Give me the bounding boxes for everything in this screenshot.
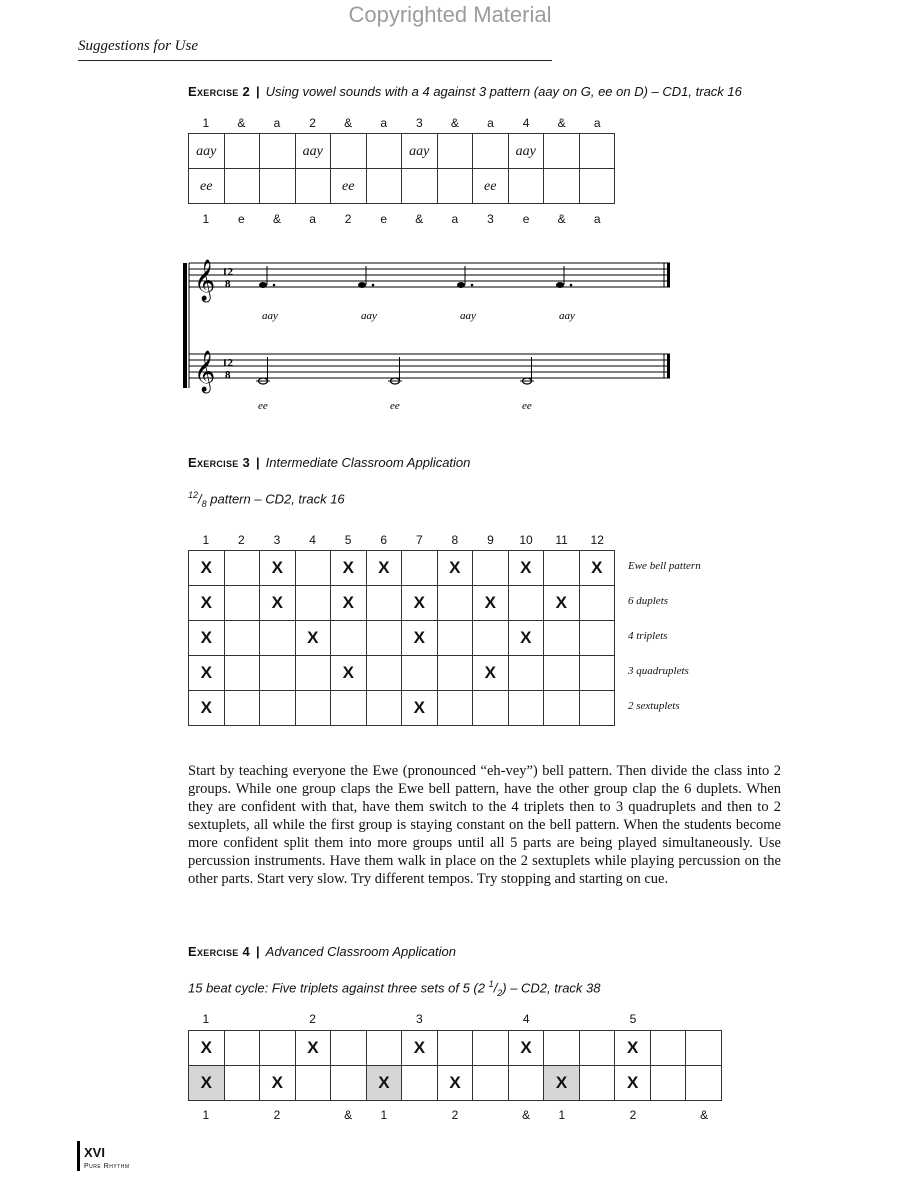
grid-cell [437, 691, 473, 726]
x-mark: X [200, 593, 212, 612]
grid-cell [331, 1066, 367, 1101]
count-label: 3 [273, 533, 281, 547]
exercise-3-grid [188, 550, 615, 726]
x-mark: X [520, 558, 532, 577]
grid-cell [366, 134, 402, 169]
exercise-4-caption: 15 beat cycle: Five triplets against three sets of 5 (2 $^1/_2) - CD2$, track 38 [188, 979, 601, 998]
count-label: e [238, 212, 245, 226]
syllable: aay [196, 144, 217, 159]
exercise-3-label: Exercise 3 [188, 455, 251, 470]
x-mark: X [413, 698, 425, 717]
count-label: & [344, 116, 353, 130]
count-label: 1 [202, 212, 210, 226]
x-mark: X [307, 628, 319, 647]
exercise-4-subtitle: Advanced Classroom Application [265, 944, 456, 959]
grid-cell [437, 1066, 473, 1101]
grid-cell [579, 1031, 615, 1066]
count-label: 9 [487, 533, 494, 547]
grid-cell [402, 169, 438, 204]
grid-cell [508, 691, 544, 726]
grid-cell [473, 1031, 509, 1066]
grid-cell [224, 134, 260, 169]
row-label: 6 duplets [628, 595, 669, 607]
grid-cell [366, 1066, 402, 1101]
grid-cell [366, 586, 402, 621]
x-mark: X [555, 1073, 568, 1092]
count-label: 2 [451, 1108, 459, 1122]
grid-cell [437, 134, 473, 169]
lyric-ee: ee [258, 400, 268, 412]
grid-cell [189, 1031, 225, 1066]
x-mark: X [200, 628, 212, 647]
x-mark: X [626, 1073, 639, 1092]
grid-cell [295, 169, 331, 204]
grid-cell [508, 134, 544, 169]
exercise-3-subtitle: Intermediate Classroom Application [265, 455, 471, 470]
count-label: 2 [309, 116, 316, 130]
meter-denominator: 8 [201, 498, 207, 509]
grid-cell [579, 691, 615, 726]
exercise-4-label: Exercise 4 [188, 944, 251, 959]
x-mark: X [626, 1038, 639, 1057]
grid-cell [260, 656, 296, 691]
grid-cell [260, 1066, 296, 1101]
count-label: 3 [415, 116, 423, 130]
grid-cell [437, 656, 473, 691]
grid-cell [260, 691, 296, 726]
syllable: ee [484, 179, 497, 194]
grid-cell [402, 1031, 438, 1066]
grid-cell [402, 551, 438, 586]
count-label: a [273, 116, 281, 130]
grid-row [189, 691, 615, 726]
time-signature-bottom: 8 [225, 278, 231, 290]
x-mark: X [378, 558, 390, 577]
x-mark: X [342, 558, 354, 577]
syllable: aay [515, 144, 536, 159]
grid-cell [579, 656, 615, 691]
count-label: 1 [202, 116, 210, 130]
grid-cell [615, 1031, 651, 1066]
grid-row [189, 1031, 722, 1066]
exercise-2-staff [180, 255, 680, 420]
grid-cell [686, 1031, 722, 1066]
grid-cell [579, 551, 615, 586]
grid-cell [260, 1031, 296, 1066]
meter-numerator: 12 [188, 490, 199, 500]
grid-cell [295, 621, 331, 656]
grid-cell [224, 586, 260, 621]
staff-2 [189, 350, 670, 412]
count-label: a [487, 116, 494, 130]
header-rule [78, 60, 552, 61]
exercise-4-heading [188, 944, 456, 959]
grid-cell [579, 134, 615, 169]
lyric-aay: aay [460, 310, 476, 322]
grid-cell [508, 551, 544, 586]
grid-cell [224, 169, 260, 204]
grid-cell [544, 1066, 580, 1101]
grid-cell [224, 1031, 260, 1066]
grid-row [189, 1066, 722, 1101]
grid-cell [508, 621, 544, 656]
system-bracket [183, 263, 187, 388]
exercise-2-subtitle: Using vowel sounds with a 4 against 3 pattern (aay on G, ee on D) – CD1, track 16 [265, 84, 742, 99]
count-label: 1 [380, 1108, 388, 1122]
exercise-4-grid [188, 1030, 722, 1101]
grid-cell [366, 621, 402, 656]
grid-cell [189, 169, 225, 204]
count-label: a [380, 116, 388, 130]
count-label: a [593, 212, 601, 226]
grid-cell [473, 1066, 509, 1101]
grid-cell [544, 1031, 580, 1066]
heading-separator: | [256, 455, 260, 470]
x-mark: X [271, 558, 283, 577]
grid-cell [331, 656, 367, 691]
row-label: Ewe bell pattern [628, 560, 701, 572]
grid-cell [437, 1031, 473, 1066]
grid-cell [508, 169, 544, 204]
grid-cell [473, 586, 509, 621]
grid-cell [224, 691, 260, 726]
grid-cell [260, 134, 296, 169]
count-label: e [380, 212, 388, 226]
count-label: 1 [202, 1012, 210, 1026]
grid-row [189, 134, 615, 169]
footer-bar [77, 1141, 80, 1171]
grid-cell [331, 691, 367, 726]
grid-cell [508, 1031, 544, 1066]
grid-cell [650, 1066, 686, 1101]
count-label: 10 [519, 533, 533, 547]
grid-cell [544, 134, 580, 169]
x-mark: X [591, 558, 603, 577]
grid-cell [437, 621, 473, 656]
grid-cell [402, 1066, 438, 1101]
grid-cell [686, 1066, 722, 1101]
count-label: 2 [273, 1108, 281, 1122]
x-mark: X [200, 1038, 212, 1057]
grid-cell [189, 134, 225, 169]
grid-cell [473, 656, 509, 691]
grid-cell [402, 134, 438, 169]
lyric-ee: ee [522, 400, 532, 412]
count-label: 12 [590, 533, 604, 547]
grid-cell [366, 656, 402, 691]
exercise-2-grid [188, 133, 615, 204]
x-mark: X [413, 628, 425, 647]
grid-cell [402, 656, 438, 691]
grid-cell [295, 691, 331, 726]
x-mark: X [342, 593, 354, 612]
grid-cell [295, 1066, 331, 1101]
fraction-numerator: 1 [488, 979, 494, 989]
x-mark: X [342, 663, 354, 682]
count-label: & [415, 212, 424, 226]
grid-cell [331, 134, 367, 169]
x-mark: X [520, 628, 532, 647]
x-mark: X [555, 593, 567, 612]
count-label: 8 [451, 533, 459, 547]
x-mark: X [484, 593, 496, 612]
syllable: aay [302, 144, 323, 159]
count-label: 4 [309, 533, 316, 547]
count-label: 1 [202, 533, 210, 547]
count-label: & [344, 1108, 353, 1122]
grid-cell [544, 551, 580, 586]
time-signature-bottom: 8 [225, 369, 231, 381]
lyric-ee: ee [390, 400, 400, 412]
final-barline-thick [667, 263, 670, 287]
time-signature-top: 12 [222, 266, 233, 278]
grid-cell [260, 551, 296, 586]
x-mark: X [520, 1038, 532, 1057]
grid-cell [224, 621, 260, 656]
grid-cell [473, 169, 509, 204]
grid-cell [650, 1031, 686, 1066]
grid-cell [224, 551, 260, 586]
x-mark: X [413, 1038, 426, 1057]
count-label: a [309, 212, 316, 226]
syllable: ee [200, 179, 213, 194]
x-mark: X [449, 1073, 461, 1092]
grid-row [189, 169, 615, 204]
count-label: a [451, 212, 459, 226]
running-header: Suggestions for Use [78, 38, 198, 54]
grid-cell [295, 1031, 331, 1066]
grid-cell [295, 586, 331, 621]
count-label: 3 [487, 212, 494, 226]
grid-cell [189, 691, 225, 726]
grid-cell [402, 621, 438, 656]
grid-cell [331, 621, 367, 656]
grid-cell [295, 134, 331, 169]
caption-text: pattern – CD2, track 16 [206, 491, 345, 507]
count-label: 5 [344, 533, 352, 547]
x-mark: X [200, 698, 212, 717]
copyright-watermark: Copyrighted Material [348, 2, 552, 27]
grid-cell [260, 169, 296, 204]
count-label: 3 [416, 1012, 423, 1026]
grid-cell [189, 1066, 225, 1101]
fraction-denominator: 2 [497, 987, 503, 998]
lyric-aay: aay [361, 310, 377, 322]
book-title: Pure Rhythm [84, 1163, 130, 1170]
lyric-aay: aay [559, 310, 575, 322]
grid-cell [224, 1066, 260, 1101]
treble-clef-icon: 𝄞 [194, 351, 216, 392]
grid-cell [544, 586, 580, 621]
count-label: 6 [380, 533, 388, 547]
grid-cell [437, 586, 473, 621]
x-mark: X [307, 1038, 319, 1057]
treble-clef-icon: 𝄞 [194, 260, 216, 301]
grid-row [189, 656, 615, 691]
half-note-ee [256, 357, 270, 384]
count-label: & [237, 116, 246, 130]
count-label: 4 [522, 1012, 530, 1026]
grid-cell [366, 551, 402, 586]
syllable: aay [409, 144, 430, 159]
grid-cell [260, 621, 296, 656]
caption-text: 15 beat cycle: Five triplets against three sets of 5 (2 [188, 980, 489, 996]
count-label: & [700, 1108, 709, 1122]
count-label: e [522, 212, 530, 226]
grid-cell [437, 551, 473, 586]
grid-cell [508, 1066, 544, 1101]
syllable: ee [342, 179, 355, 194]
grid-cell [544, 169, 580, 204]
grid-cell [544, 691, 580, 726]
half-note-ee [520, 357, 534, 384]
grid-cell [189, 656, 225, 691]
grid-cell [331, 1031, 367, 1066]
count-label: 11 [555, 533, 568, 547]
heading-separator: | [256, 944, 260, 959]
grid-cell [508, 656, 544, 691]
grid-cell [224, 656, 260, 691]
grid-cell [331, 169, 367, 204]
x-mark: X [200, 1073, 212, 1092]
count-label: 5 [629, 1012, 637, 1026]
exercise-2-label: Exercise 2 [188, 84, 251, 99]
grid-cell [366, 691, 402, 726]
grid-cell [189, 621, 225, 656]
x-mark: X [200, 558, 212, 577]
count-label: 1 [558, 1108, 566, 1122]
grid-cell [615, 1066, 651, 1101]
grid-row [189, 586, 615, 621]
grid-cell [331, 551, 367, 586]
half-note-ee [388, 357, 402, 384]
grid-cell [295, 656, 331, 691]
grid-cell [473, 551, 509, 586]
lyric-aay: aay [262, 310, 278, 322]
grid-row [189, 551, 615, 586]
count-label: 7 [415, 533, 423, 547]
count-label: a [593, 116, 601, 130]
grid-cell [331, 586, 367, 621]
grid-cell [189, 586, 225, 621]
grid-cell [260, 586, 296, 621]
caption-text: ) – CD2, track 38 [502, 980, 601, 996]
count-label: & [557, 116, 566, 130]
row-label: 4 triplets [628, 630, 668, 642]
grid-row [189, 621, 615, 656]
x-mark: X [413, 593, 425, 612]
count-label: 2 [629, 1108, 637, 1122]
staff-1 [189, 259, 670, 322]
count-label: & [450, 116, 459, 130]
count-label: 2 [344, 212, 352, 226]
page-number: XVI [84, 1145, 105, 1160]
count-label: & [557, 212, 566, 226]
grid-cell [473, 621, 509, 656]
count-label: 4 [522, 116, 530, 130]
grid-cell [579, 621, 615, 656]
exercise-3-caption: $^{12}/_8$ pattern – CD2, track 16 [188, 490, 345, 509]
grid-cell [366, 169, 402, 204]
x-mark: X [484, 663, 496, 682]
grid-cell [473, 691, 509, 726]
x-mark: X [271, 1073, 283, 1092]
count-label: 2 [309, 1012, 316, 1026]
exercise-2-heading [188, 84, 742, 99]
x-mark: X [378, 1073, 390, 1092]
grid-cell [437, 169, 473, 204]
grid-cell [579, 586, 615, 621]
grid-cell [579, 169, 615, 204]
x-mark: X [200, 663, 212, 682]
grid-cell [508, 586, 544, 621]
count-label: & [272, 212, 281, 226]
grid-cell [366, 1031, 402, 1066]
count-label: 2 [238, 533, 245, 547]
exercise-3-heading [188, 455, 470, 470]
grid-cell [544, 621, 580, 656]
grid-cell [402, 691, 438, 726]
row-label: 2 sextuplets [628, 700, 680, 712]
x-mark: X [449, 558, 461, 577]
x-mark: X [271, 593, 283, 612]
count-label: 1 [202, 1108, 210, 1122]
final-barline-thick [667, 354, 670, 378]
grid-cell [402, 586, 438, 621]
count-label: & [522, 1108, 531, 1122]
instructions-paragraph: Start by teaching everyone the Ewe (pronounced “eh-vey”) bell pattern. Then divide the class into 2 groups. While one group claps the Ewe bell pattern, have the other group clap the 6 duplets. When they are confident with that, have them switch to the 4 triplets then to 3 quadruplets and then to 2 sextuplets, all while the first group is staying constant on the bell pattern. When the students become more confident split them into more groups until all 5 parts are being played simultaneously. Use percussion instruments. Have them walk in place on the 2 sextuplets while playing percussion on the other parts. Start very slow. Try different tempos. Try stopping and starting on cue. [188, 763, 781, 887]
heading-separator: | [256, 84, 260, 99]
time-signature-top: 12 [222, 357, 233, 369]
grid-cell [473, 134, 509, 169]
grid-cell [544, 656, 580, 691]
grid-cell [295, 551, 331, 586]
grid-cell [579, 1066, 615, 1101]
grid-cell [189, 551, 225, 586]
row-label: 3 quadruplets [628, 665, 689, 677]
